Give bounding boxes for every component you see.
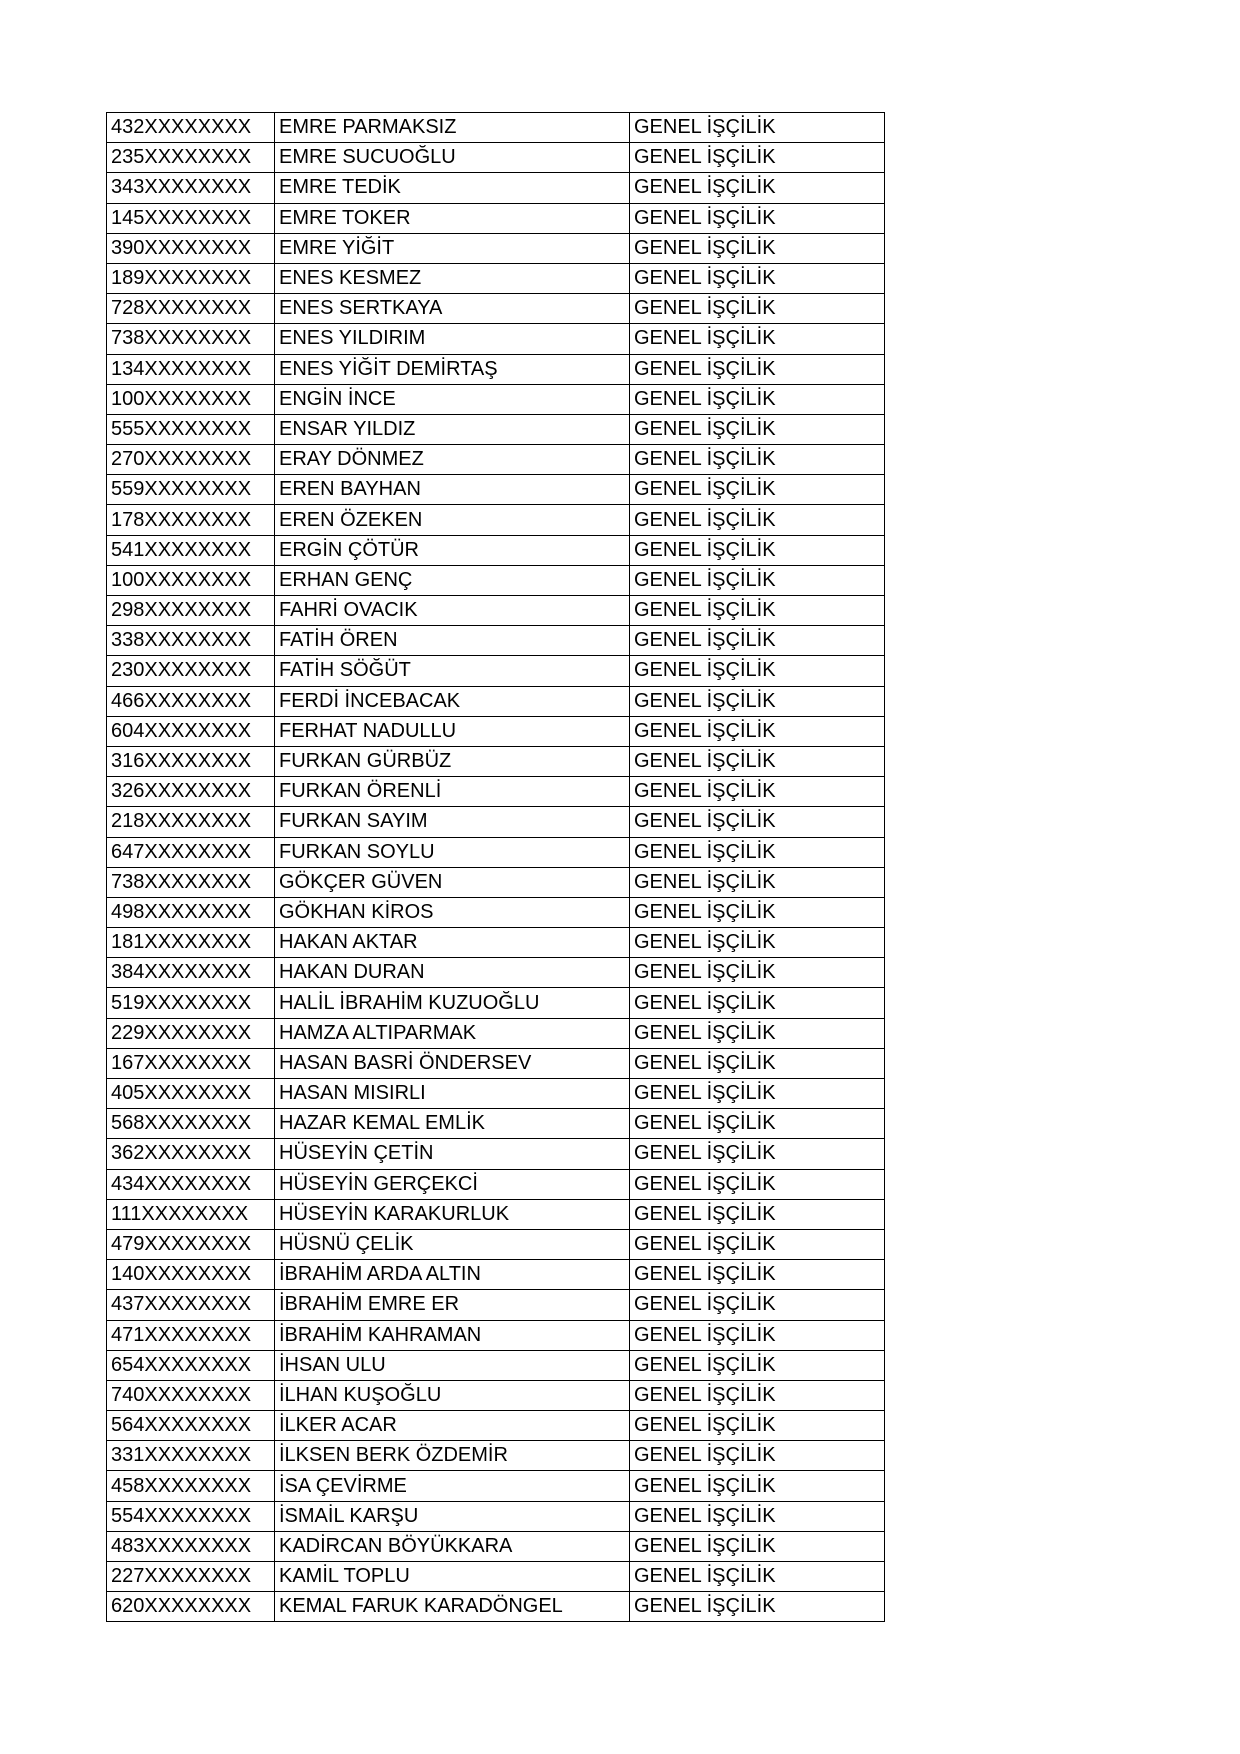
- name-cell: ENES YİĞİT DEMİRTAŞ: [275, 354, 630, 384]
- name-cell: ENSAR YILDIZ: [275, 414, 630, 444]
- id-cell: 728XXXXXXXX: [107, 294, 275, 324]
- id-cell: 437XXXXXXXX: [107, 1290, 275, 1320]
- table-row: [107, 263, 885, 293]
- name-cell: İSA ÇEVİRME: [275, 1471, 630, 1501]
- job-cell: GENEL İŞÇİLİK: [630, 1260, 885, 1290]
- job-cell: GENEL İŞÇİLİK: [630, 837, 885, 867]
- name-cell: İLKSEN BERK ÖZDEMİR: [275, 1441, 630, 1471]
- name-cell: İLKER ACAR: [275, 1411, 630, 1441]
- name-cell: HAKAN DURAN: [275, 958, 630, 988]
- table-row: [107, 596, 885, 626]
- table-row: [107, 173, 885, 203]
- id-cell: 189XXXXXXXX: [107, 263, 275, 293]
- table-row: [107, 1411, 885, 1441]
- id-cell: 559XXXXXXXX: [107, 475, 275, 505]
- table-row: [107, 1199, 885, 1229]
- job-cell: GENEL İŞÇİLİK: [630, 777, 885, 807]
- id-cell: 738XXXXXXXX: [107, 867, 275, 897]
- job-cell: GENEL İŞÇİLİK: [630, 1139, 885, 1169]
- table-row: [107, 384, 885, 414]
- id-cell: 316XXXXXXXX: [107, 746, 275, 776]
- job-cell: GENEL İŞÇİLİK: [630, 746, 885, 776]
- id-cell: 466XXXXXXXX: [107, 686, 275, 716]
- job-cell: GENEL İŞÇİLİK: [630, 143, 885, 173]
- name-cell: ERHAN GENÇ: [275, 565, 630, 595]
- table-row: [107, 505, 885, 535]
- job-cell: GENEL İŞÇİLİK: [630, 596, 885, 626]
- name-cell: KADİRCAN BÖYÜKKARA: [275, 1531, 630, 1561]
- id-cell: 167XXXXXXXX: [107, 1048, 275, 1078]
- name-cell: İBRAHİM ARDA ALTIN: [275, 1260, 630, 1290]
- name-cell: FATİH SÖĞÜT: [275, 656, 630, 686]
- id-cell: 230XXXXXXXX: [107, 656, 275, 686]
- job-cell: GENEL İŞÇİLİK: [630, 1592, 885, 1622]
- name-cell: ENES KESMEZ: [275, 263, 630, 293]
- job-cell: GENEL İŞÇİLİK: [630, 565, 885, 595]
- id-cell: 331XXXXXXXX: [107, 1441, 275, 1471]
- table-row: [107, 1079, 885, 1109]
- name-cell: EMRE PARMAKSIZ: [275, 113, 630, 143]
- id-cell: 740XXXXXXXX: [107, 1380, 275, 1410]
- job-cell: GENEL İŞÇİLİK: [630, 1079, 885, 1109]
- name-cell: İHSAN ULU: [275, 1350, 630, 1380]
- job-cell: GENEL İŞÇİLİK: [630, 897, 885, 927]
- name-cell: İBRAHİM KAHRAMAN: [275, 1320, 630, 1350]
- table-row: [107, 1169, 885, 1199]
- id-cell: 434XXXXXXXX: [107, 1169, 275, 1199]
- roster-table-body: [107, 113, 885, 1622]
- id-cell: 140XXXXXXXX: [107, 1260, 275, 1290]
- table-row: [107, 1109, 885, 1139]
- job-cell: GENEL İŞÇİLİK: [630, 1290, 885, 1320]
- name-cell: HASAN BASRİ ÖNDERSEV: [275, 1048, 630, 1078]
- name-cell: FERHAT NADULLU: [275, 716, 630, 746]
- job-cell: GENEL İŞÇİLİK: [630, 958, 885, 988]
- job-cell: GENEL İŞÇİLİK: [630, 1109, 885, 1139]
- table-row: [107, 1350, 885, 1380]
- table-row: [107, 1229, 885, 1259]
- name-cell: ENES SERTKAYA: [275, 294, 630, 324]
- table-row: [107, 475, 885, 505]
- table-row: [107, 716, 885, 746]
- table-row: [107, 203, 885, 233]
- table-row: [107, 988, 885, 1018]
- job-cell: GENEL İŞÇİLİK: [630, 445, 885, 475]
- table-row: [107, 414, 885, 444]
- table-row: [107, 354, 885, 384]
- table-row: [107, 1531, 885, 1561]
- table-row: [107, 867, 885, 897]
- name-cell: FURKAN SAYIM: [275, 807, 630, 837]
- id-cell: 541XXXXXXXX: [107, 535, 275, 565]
- id-cell: 145XXXXXXXX: [107, 203, 275, 233]
- job-cell: GENEL İŞÇİLİK: [630, 988, 885, 1018]
- table-row: [107, 565, 885, 595]
- name-cell: FERDİ İNCEBACAK: [275, 686, 630, 716]
- table-row: [107, 807, 885, 837]
- id-cell: 270XXXXXXXX: [107, 445, 275, 475]
- table-row: [107, 897, 885, 927]
- job-cell: GENEL İŞÇİLİK: [630, 1562, 885, 1592]
- table-row: [107, 958, 885, 988]
- name-cell: EREN ÖZEKEN: [275, 505, 630, 535]
- table-row: [107, 1260, 885, 1290]
- name-cell: GÖKÇER GÜVEN: [275, 867, 630, 897]
- job-cell: GENEL İŞÇİLİK: [630, 535, 885, 565]
- name-cell: KEMAL FARUK KARADÖNGEL: [275, 1592, 630, 1622]
- id-cell: 338XXXXXXXX: [107, 626, 275, 656]
- table-row: [107, 1562, 885, 1592]
- id-cell: 458XXXXXXXX: [107, 1471, 275, 1501]
- job-cell: GENEL İŞÇİLİK: [630, 1229, 885, 1259]
- table-row: [107, 1320, 885, 1350]
- table-row: [107, 1290, 885, 1320]
- table-row: [107, 1441, 885, 1471]
- job-cell: GENEL İŞÇİLİK: [630, 1320, 885, 1350]
- name-cell: İLHAN KUŞOĞLU: [275, 1380, 630, 1410]
- roster-table: [106, 112, 885, 1622]
- job-cell: GENEL İŞÇİLİK: [630, 173, 885, 203]
- id-cell: 498XXXXXXXX: [107, 897, 275, 927]
- id-cell: 405XXXXXXXX: [107, 1079, 275, 1109]
- table-row: [107, 535, 885, 565]
- job-cell: GENEL İŞÇİLİK: [630, 414, 885, 444]
- name-cell: EMRE TOKER: [275, 203, 630, 233]
- id-cell: 181XXXXXXXX: [107, 928, 275, 958]
- table-row: [107, 113, 885, 143]
- id-cell: 479XXXXXXXX: [107, 1229, 275, 1259]
- job-cell: GENEL İŞÇİLİK: [630, 1350, 885, 1380]
- job-cell: GENEL İŞÇİLİK: [630, 867, 885, 897]
- name-cell: EMRE TEDİK: [275, 173, 630, 203]
- job-cell: GENEL İŞÇİLİK: [630, 1048, 885, 1078]
- table-row: [107, 626, 885, 656]
- job-cell: GENEL İŞÇİLİK: [630, 716, 885, 746]
- name-cell: EMRE SUCUOĞLU: [275, 143, 630, 173]
- id-cell: 471XXXXXXXX: [107, 1320, 275, 1350]
- id-cell: 519XXXXXXXX: [107, 988, 275, 1018]
- name-cell: İBRAHİM EMRE ER: [275, 1290, 630, 1320]
- id-cell: 362XXXXXXXX: [107, 1139, 275, 1169]
- table-row: [107, 777, 885, 807]
- job-cell: GENEL İŞÇİLİK: [630, 1411, 885, 1441]
- name-cell: FURKAN GÜRBÜZ: [275, 746, 630, 776]
- job-cell: GENEL İŞÇİLİK: [630, 1199, 885, 1229]
- name-cell: HÜSEYİN ÇETİN: [275, 1139, 630, 1169]
- id-cell: 738XXXXXXXX: [107, 324, 275, 354]
- job-cell: GENEL İŞÇİLİK: [630, 1018, 885, 1048]
- table-row: [107, 294, 885, 324]
- name-cell: ENGİN İNCE: [275, 384, 630, 414]
- table-row: [107, 1018, 885, 1048]
- table-row: [107, 1380, 885, 1410]
- name-cell: İSMAİL KARŞU: [275, 1501, 630, 1531]
- id-cell: 111XXXXXXXX: [107, 1199, 275, 1229]
- name-cell: FURKAN ÖRENLİ: [275, 777, 630, 807]
- name-cell: FURKAN SOYLU: [275, 837, 630, 867]
- id-cell: 218XXXXXXXX: [107, 807, 275, 837]
- name-cell: ENES YILDIRIM: [275, 324, 630, 354]
- table-row: [107, 1471, 885, 1501]
- name-cell: HAKAN AKTAR: [275, 928, 630, 958]
- job-cell: GENEL İŞÇİLİK: [630, 1380, 885, 1410]
- id-cell: 620XXXXXXXX: [107, 1592, 275, 1622]
- job-cell: GENEL İŞÇİLİK: [630, 1441, 885, 1471]
- job-cell: GENEL İŞÇİLİK: [630, 475, 885, 505]
- id-cell: 483XXXXXXXX: [107, 1531, 275, 1561]
- id-cell: 227XXXXXXXX: [107, 1562, 275, 1592]
- name-cell: ERGİN ÇÖTÜR: [275, 535, 630, 565]
- job-cell: GENEL İŞÇİLİK: [630, 354, 885, 384]
- table-row: [107, 928, 885, 958]
- id-cell: 100XXXXXXXX: [107, 565, 275, 595]
- name-cell: FAHRİ OVACIK: [275, 596, 630, 626]
- job-cell: GENEL İŞÇİLİK: [630, 686, 885, 716]
- name-cell: EREN BAYHAN: [275, 475, 630, 505]
- name-cell: HAMZA ALTIPARMAK: [275, 1018, 630, 1048]
- name-cell: HÜSEYİN GERÇEKCİ: [275, 1169, 630, 1199]
- id-cell: 647XXXXXXXX: [107, 837, 275, 867]
- id-cell: 390XXXXXXXX: [107, 233, 275, 263]
- job-cell: GENEL İŞÇİLİK: [630, 324, 885, 354]
- name-cell: GÖKHAN KİROS: [275, 897, 630, 927]
- table-row: [107, 656, 885, 686]
- job-cell: GENEL İŞÇİLİK: [630, 203, 885, 233]
- table-row: [107, 837, 885, 867]
- id-cell: 604XXXXXXXX: [107, 716, 275, 746]
- table-row: [107, 143, 885, 173]
- id-cell: 298XXXXXXXX: [107, 596, 275, 626]
- job-cell: GENEL İŞÇİLİK: [630, 1471, 885, 1501]
- id-cell: 326XXXXXXXX: [107, 777, 275, 807]
- id-cell: 555XXXXXXXX: [107, 414, 275, 444]
- name-cell: HASAN MISIRLI: [275, 1079, 630, 1109]
- id-cell: 229XXXXXXXX: [107, 1018, 275, 1048]
- id-cell: 554XXXXXXXX: [107, 1501, 275, 1531]
- job-cell: GENEL İŞÇİLİK: [630, 928, 885, 958]
- table-row: [107, 324, 885, 354]
- name-cell: ERAY DÖNMEZ: [275, 445, 630, 475]
- job-cell: GENEL İŞÇİLİK: [630, 626, 885, 656]
- job-cell: GENEL İŞÇİLİK: [630, 384, 885, 414]
- id-cell: 235XXXXXXXX: [107, 143, 275, 173]
- table-row: [107, 1139, 885, 1169]
- id-cell: 178XXXXXXXX: [107, 505, 275, 535]
- name-cell: HÜSEYİN KARAKURLUK: [275, 1199, 630, 1229]
- job-cell: GENEL İŞÇİLİK: [630, 656, 885, 686]
- name-cell: EMRE YİĞİT: [275, 233, 630, 263]
- name-cell: FATİH ÖREN: [275, 626, 630, 656]
- id-cell: 134XXXXXXXX: [107, 354, 275, 384]
- table-row: [107, 1592, 885, 1622]
- id-cell: 384XXXXXXXX: [107, 958, 275, 988]
- job-cell: GENEL İŞÇİLİK: [630, 233, 885, 263]
- job-cell: GENEL İŞÇİLİK: [630, 807, 885, 837]
- job-cell: GENEL İŞÇİLİK: [630, 1169, 885, 1199]
- name-cell: HAZAR KEMAL EMLİK: [275, 1109, 630, 1139]
- job-cell: GENEL İŞÇİLİK: [630, 505, 885, 535]
- id-cell: 568XXXXXXXX: [107, 1109, 275, 1139]
- table-row: [107, 686, 885, 716]
- id-cell: 432XXXXXXXX: [107, 113, 275, 143]
- job-cell: GENEL İŞÇİLİK: [630, 1501, 885, 1531]
- name-cell: HÜSNÜ ÇELİK: [275, 1229, 630, 1259]
- id-cell: 654XXXXXXXX: [107, 1350, 275, 1380]
- job-cell: GENEL İŞÇİLİK: [630, 1531, 885, 1561]
- name-cell: KAMİL TOPLU: [275, 1562, 630, 1592]
- table-row: [107, 1048, 885, 1078]
- job-cell: GENEL İŞÇİLİK: [630, 113, 885, 143]
- id-cell: 100XXXXXXXX: [107, 384, 275, 414]
- job-cell: GENEL İŞÇİLİK: [630, 294, 885, 324]
- table-row: [107, 1501, 885, 1531]
- table-row: [107, 445, 885, 475]
- job-cell: GENEL İŞÇİLİK: [630, 263, 885, 293]
- table-row: [107, 233, 885, 263]
- id-cell: 564XXXXXXXX: [107, 1411, 275, 1441]
- table-row: [107, 746, 885, 776]
- id-cell: 343XXXXXXXX: [107, 173, 275, 203]
- name-cell: HALİL İBRAHİM KUZUOĞLU: [275, 988, 630, 1018]
